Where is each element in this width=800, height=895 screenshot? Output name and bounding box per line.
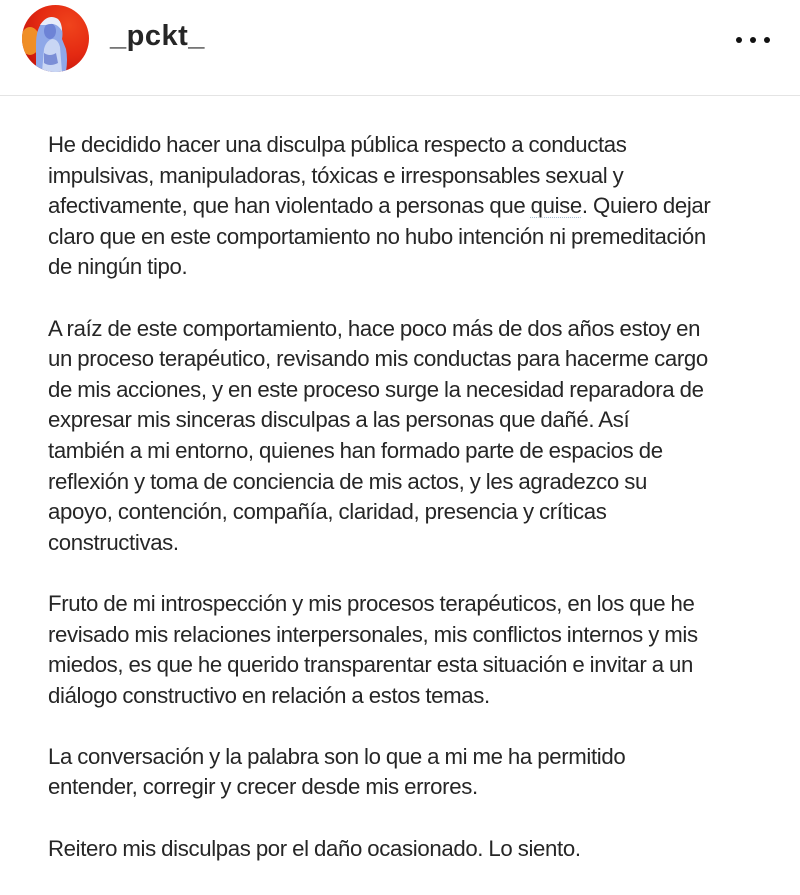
- caption-line: claro que en este comportamiento no hubo intención ni premeditación: [48, 223, 706, 249]
- caption-line: un proceso terapéutico, revisando mis conductas para hacerme cargo: [48, 346, 708, 372]
- more-options-button[interactable]: [730, 28, 776, 52]
- caption-line: de mis acciones, y en este proceso surge la necesidad reparadora de: [48, 376, 704, 402]
- caption-paragraph: [48, 589, 788, 711]
- caption-line: diálogo constructivo en relación a estos temas.: [48, 682, 490, 708]
- caption-line: La conversación y la palabra son lo que a mi me ha permitido: [48, 743, 626, 769]
- caption-text: . Quiero dejar: [581, 193, 711, 219]
- caption-line: entender, corregir y crecer desde mis errores.: [48, 774, 478, 800]
- caption-line: revisado mis relaciones interpersonales, mis conflictos internos y mis: [48, 621, 698, 647]
- underlined-word[interactable]: quise: [530, 193, 582, 219]
- caption-line: de ningún tipo.: [48, 254, 188, 280]
- post-header: [0, 0, 800, 96]
- more-horizontal-icon: [736, 37, 742, 43]
- caption-line: expresar mis sinceras disculpas a las personas que dañé. Así: [48, 407, 630, 433]
- caption-line: apoyo, contención, compañía, claridad, presencia y críticas: [48, 499, 607, 525]
- caption-paragraph: [48, 130, 788, 283]
- caption-paragraph: [48, 314, 788, 559]
- profile-photo-icon: [22, 5, 89, 72]
- post-caption: [48, 130, 788, 895]
- caption-line: [48, 191, 788, 222]
- caption-line: también a mi entorno, quienes han formado parte de espacios de: [48, 437, 663, 463]
- more-horizontal-icon: [750, 37, 756, 43]
- username-link[interactable]: _pckt_: [110, 20, 205, 52]
- caption-line: Reitero mis disculpas por el daño ocasionado. Lo siento.: [48, 835, 581, 861]
- caption-line: reflexión y toma de conciencia de mis actos, y les agradezco su: [48, 468, 647, 494]
- caption-line: impulsivas, manipuladoras, tóxicas e irresponsables sexual y: [48, 162, 624, 188]
- caption-line: He decidido hacer una disculpa pública respecto a conductas: [48, 132, 627, 157]
- avatar[interactable]: [22, 5, 89, 72]
- caption-line: constructivas.: [48, 529, 179, 555]
- caption-line: Fruto de mi introspección y mis procesos terapéuticos, en los que he: [48, 590, 695, 616]
- caption-line: A raíz de este comportamiento, hace poco más de dos años estoy en: [48, 315, 701, 341]
- caption-text: afectivamente, que han violentado a personas que: [48, 193, 531, 219]
- caption-line: miedos, es que he querido transparentar esta situación e invitar a un: [48, 652, 694, 678]
- more-horizontal-icon: [764, 37, 770, 43]
- caption-paragraph: [48, 834, 788, 865]
- caption-paragraph: [48, 742, 788, 803]
